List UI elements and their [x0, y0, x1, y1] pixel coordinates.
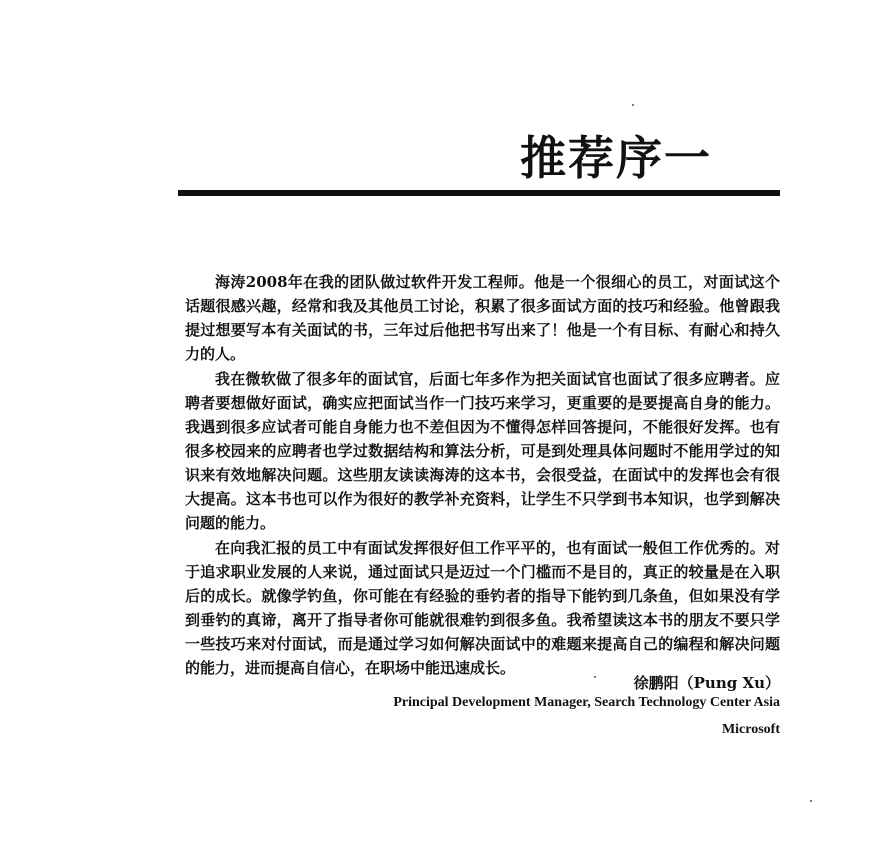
- paragraph-2: 我在微软做了很多年的面试官，后面七年多作为把关面试官也面试了很多应聘者。应聘者要想做好面试，确实应把面试当作一门技巧来学习，更重要的是要提高自身的能力。我遇到很多应试者可能自身能力也不差但因为不懂得怎样回答提问，不能很好发挥。也有很多校园来的应聘者也学过数据结构和算法分析，可是到处理具体问题时不能用学过的知识来有效地解决问题。这些朋友读读海涛的这本书，会很受益，在面试中的发挥也会有很大提高。这本书也可以作为很好的教学补充资料，让学生不只学到书本知识，也学到解决问题的能力。: [185, 370, 780, 532]
- signature-company: Microsoft: [721, 722, 780, 737]
- signature-title: Principal Development Manager, Search Technology Center Asia: [393, 695, 780, 710]
- scan-speck: [594, 676, 596, 678]
- scan-speck: [810, 800, 812, 802]
- paragraph-3: 在向我汇报的员工中有面试发挥很好但工作平平的，也有面试一般但工作优秀的。对于追求职业发展的人来说，通过面试只是迈过一个门槛而不是目的，真正的较量是在入职后的成长。就像学钓鱼，你可能在有经验的垂钓者的指导下能钓到几条鱼，但如果没有学到垂钓的真谛，离开了指导者你可能就很难钓到很多鱼。我希望读这本书的朋友不要只学一些技巧来对付面试，而是通过学习如何解决面试中的难题来提高自己的编程和解决问题的能力，进而提高自信心，在职场中能迅速成长。: [185, 539, 780, 677]
- page-title: 推荐序一: [520, 131, 712, 185]
- signature-name: 徐鹏阳（Pung Xu）: [633, 674, 780, 692]
- title-rule: [178, 190, 780, 196]
- paragraph-1: 海涛2008年在我的团队做过软件开发工程师。他是一个很细心的员工，对面试这个话题很感兴趣，经常和我及其他员工讨论，积累了很多面试方面的技巧和经验。他曾跟我提过想要写本有关面试的书，三年过后他把书写出来了！他是一个有目标、有耐心和持久力的人。: [185, 273, 780, 363]
- preface-body: [185, 270, 780, 681]
- scan-speck: [632, 104, 634, 106]
